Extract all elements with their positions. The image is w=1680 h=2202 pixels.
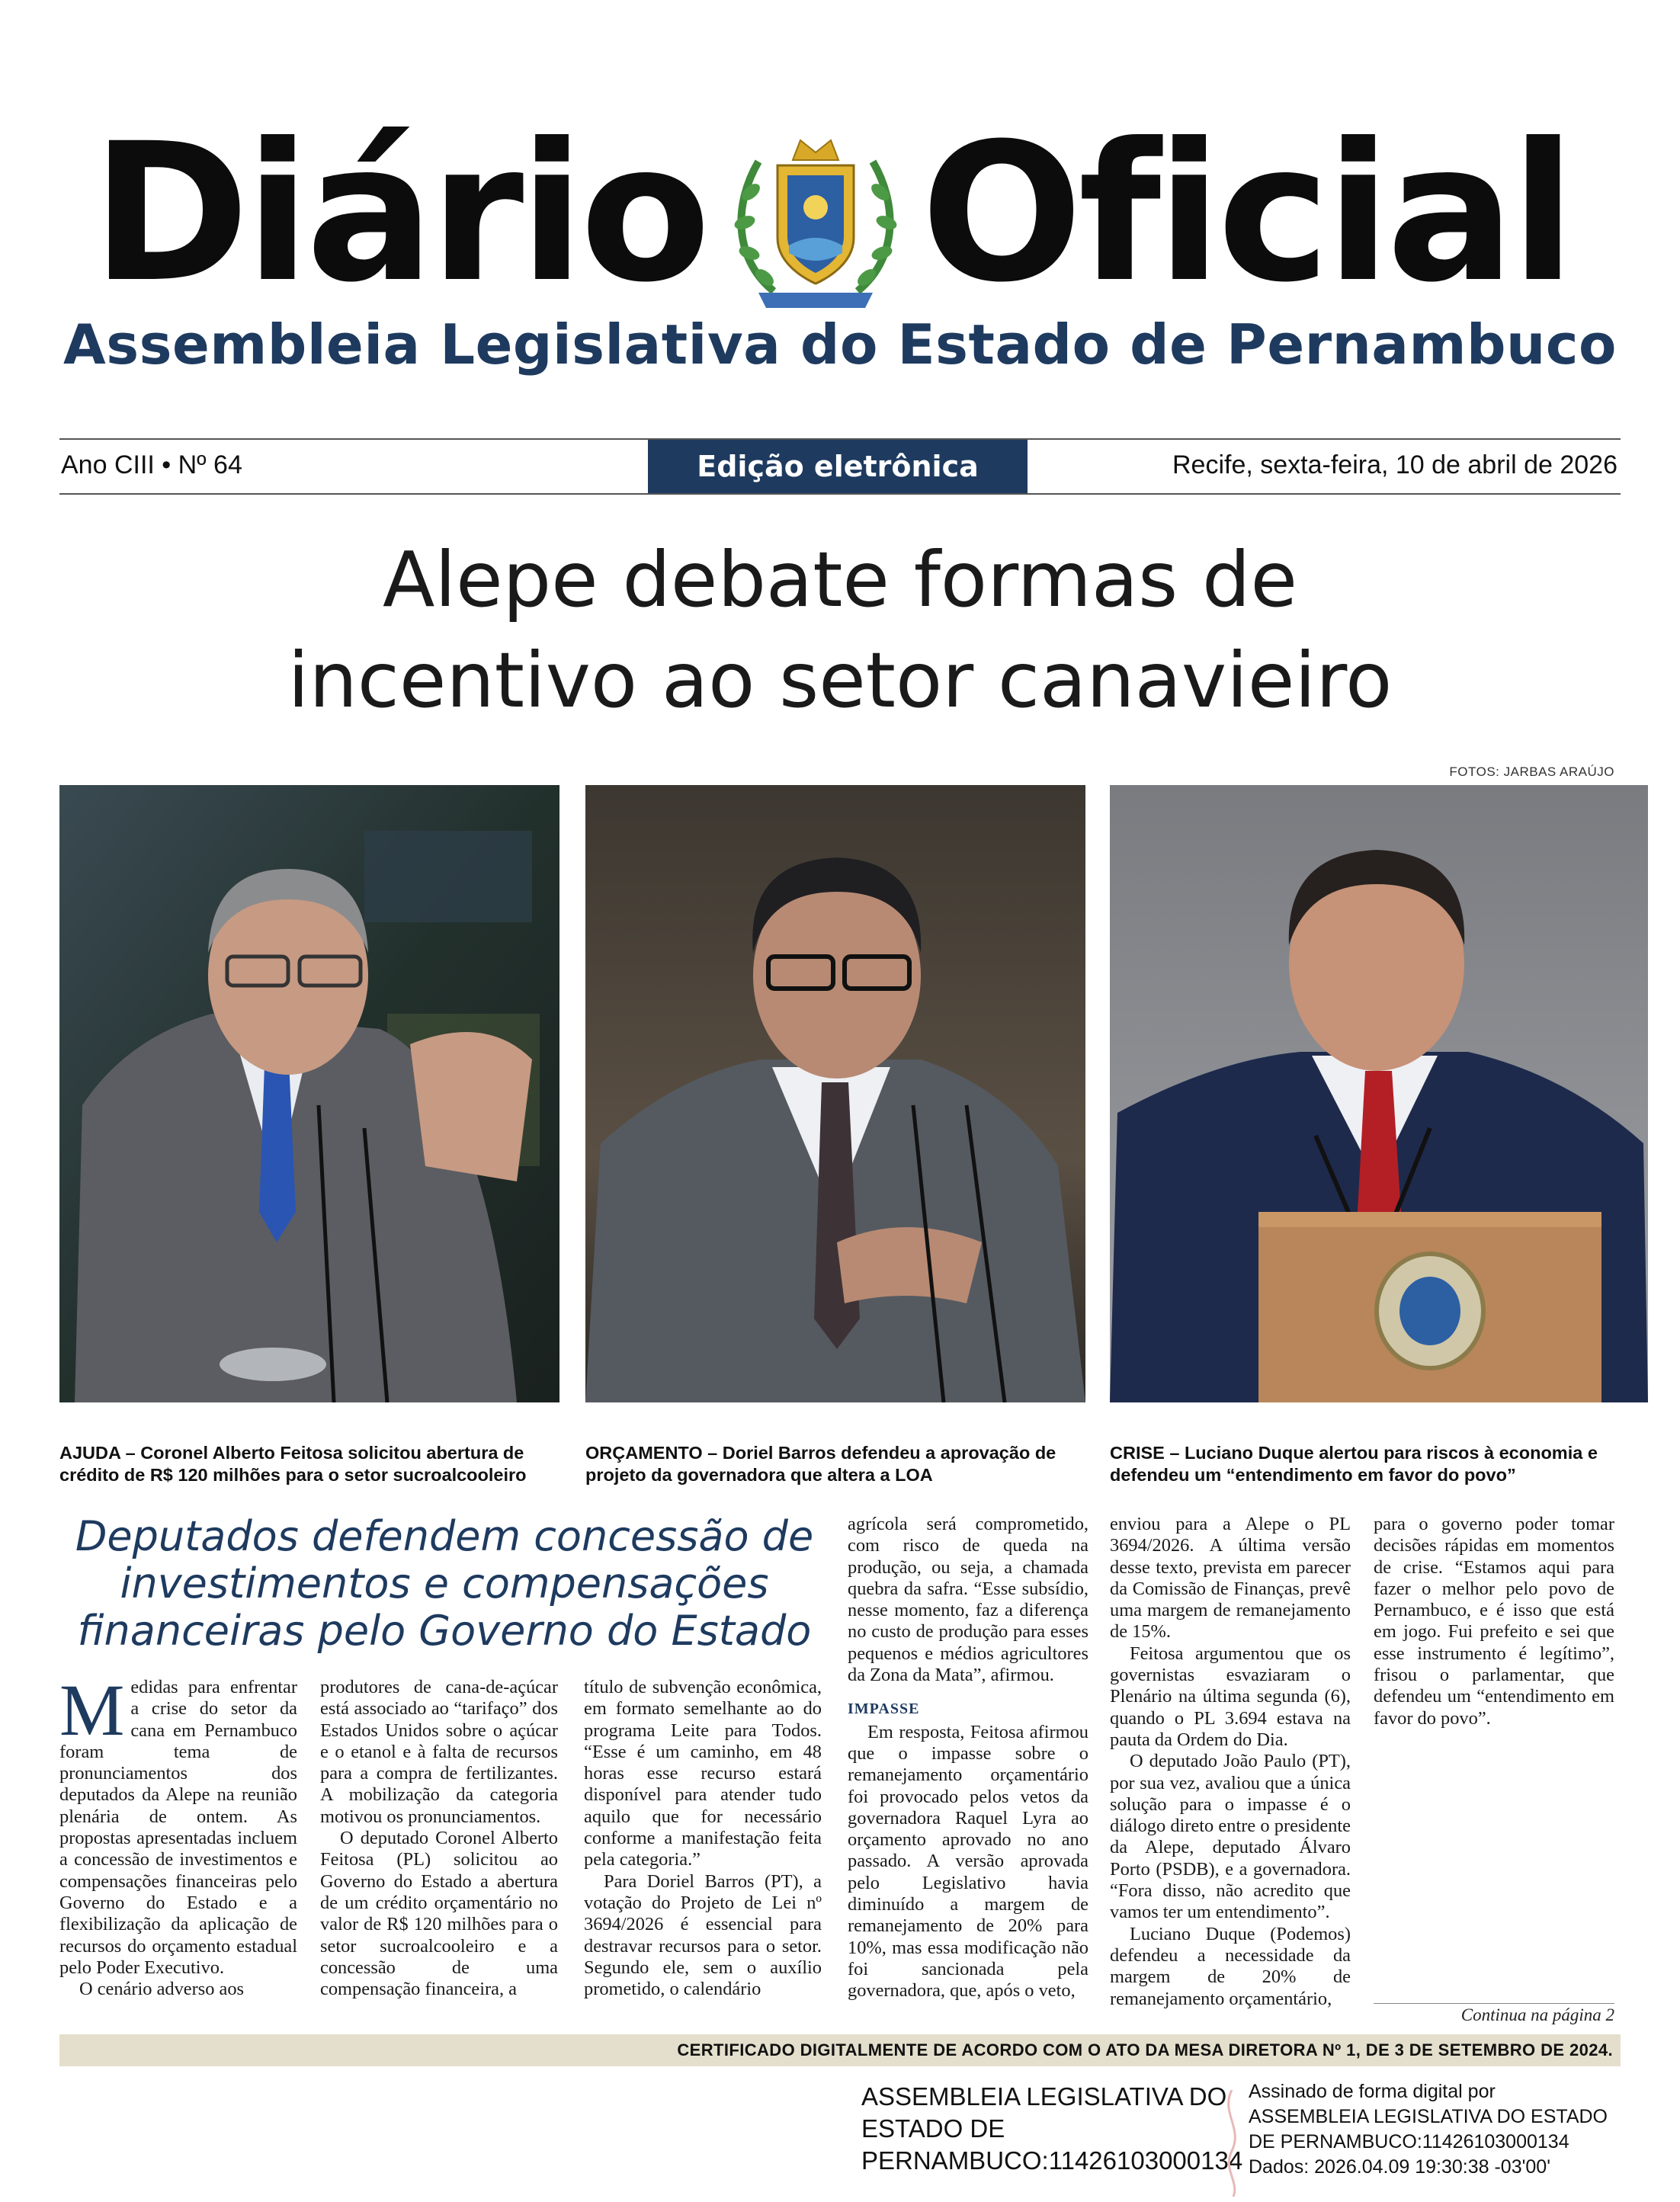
photo-doriel-barros: [585, 785, 1085, 1402]
certification-text: CERTIFICADO DIGITALMENTE DE ACORDO COM O ATO DA MESA DIRETORA Nº 1, DE 3 DE SETEMBRO DE 2024.: [677, 2040, 1613, 2059]
photo-alberto-feitosa: [59, 785, 559, 1402]
article-paragraph: Feitosa argumentou que os governistas esvaziaram o Plenário na última segunda (6), quando o PL 3.694 estava na pauta da Ordem do Dia.: [1110, 1643, 1351, 1750]
pernambuco-coat-of-arms-icon: [728, 131, 903, 314]
article-paragraph: Em resposta, Feitosa afirmou que o impasse sobre o remanejamento orçamentário foi provocado pelos vetos da governadora Raquel Lyra ao orçamento aprovado no ano passado. A versão aprovada pelo Legislativo havia diminuído a margem de remanejamento de 20% para 10%, mas essa modificação não foi sancionada pela governadora, que, após o veto,: [848, 1721, 1088, 2002]
headline-line-2: incentivo ao setor canavieiro: [287, 636, 1393, 725]
main-headline: [0, 530, 1680, 731]
signature-info-line-1: Assinado de forma digital por: [1249, 2081, 1496, 2102]
article-dropcap: M: [59, 1669, 125, 1751]
article-paragraph: para o governo poder tomar decisões rápidas em momentos de crise. “Estamos aqui para fazer o melhor pelo povo de Pernambuco, e é isso que está em jogo. Fui prefeito e sei que esse instrumento é legítimo”, frisou o parlamentar, que defendeu um “entendimento em favor do povo”.: [1374, 1514, 1614, 1729]
article-paragraph: Para Doriel Barros (PT), a votação do Projeto de Lei nº 3694/2026 é essencial para destravar recursos para o setor. Segundo ele, sem o auxílio prometido, o calendário: [584, 1870, 822, 2000]
photo-caption-2: ORÇAMENTO – Doriel Barros defendeu a aprovação de projeto da governadora que altera a LOA: [585, 1443, 1056, 1485]
article-paragraph: Luciano Duque (Podemos) defendeu a necessidade da margem de 20% de remanejamento orçamentário,: [1110, 1923, 1351, 2009]
article-column-4: [848, 1514, 1088, 2002]
edition-date: Recife, sexta-feira, 10 de abril de 2026: [1172, 450, 1617, 479]
continued-on-page-note: Continua na página 2: [1374, 2003, 1614, 2025]
article-paragraph: Medidas para enfrentar a crise do setor da cana em Pernambuco foram tema de pronunciamentos dos deputados da Alepe na reunião plenária de ontem. As propostas apresentadas incluem a concessão de investimentos e compensações financeiras pelo Governo do Estado e a flexibilização da aplicação de recursos do orçamento estadual pelo Poder Executivo.: [59, 1669, 297, 1978]
masthead-subtitle: Assembleia Legislativa do Estado de Pernambuco: [63, 313, 1617, 377]
article-column-3: [584, 1677, 822, 2000]
edition-info-bar: [59, 438, 1621, 495]
signature-info-line-3: DE PERNAMBUCO:11426103000134: [1249, 2131, 1569, 2152]
article-paragraph: O deputado Coronel Alberto Feitosa (PL) solicitou ao Governo do Estado a abertura de um crédito orçamentário no valor de R$ 120 milhões para o setor sucroalcooleiro e a concessão de uma compensação financeira, a: [320, 1828, 558, 2000]
article-paragraph: enviou para a Alepe o PL 3694/2026. A última versão desse texto, prevista em parecer da Comissão de Finanças, prevê uma margem de remanejamento de 15%.: [1110, 1514, 1351, 1643]
article-paragraph: O cenário adverso aos: [79, 1979, 245, 2000]
article-paragraph: título de subvenção econômica, em formato semelhante ao do programa Leite para Todos. “Esse é um caminho, em 48 horas esse recurso estará disponível para atender tudo aquilo que for necessário conforme a manifestação feita pela categoria.”: [584, 1677, 822, 1870]
signature-info-line-4: Dados: 2026.04.09 19:30:38 -03'00': [1249, 2156, 1550, 2178]
article-column-2: [320, 1677, 558, 2000]
headline-line-1: Alepe debate formas de: [382, 535, 1298, 624]
photo-caption-3: CRISE – Luciano Duque alertou para riscos à economia e defendeu um “entendimento em favor do povo”: [1110, 1443, 1598, 1485]
certification-bar: [59, 2034, 1621, 2066]
article-paragraph: O deputado João Paulo (PT), por sua vez, avaliou que a única solução para o impasse é o diálogo direto entre o presidente da Alepe, deputado Álvaro Porto (PSDB), e a governadora. “Fora disso, não acredito que vamos ter um entendimento”.: [1110, 1751, 1351, 1923]
signature-name-line-3: PERNAMBUCO:11426103000134: [861, 2146, 1243, 2175]
article-column-6: [1374, 1514, 1614, 1729]
article-paragraph: agrícola será comprometido, com risco de queda na produção, ou seja, a chamada quebra da safra. “Esse subsídio, nesse momento, faz a diferença no custo de produção para esses pequenos e médios agricultores da Zona da Mata”, afirmou.: [848, 1514, 1088, 1686]
signature-info-line-2: ASSEMBLEIA LEGISLATIVA DO ESTADO: [1249, 2106, 1608, 2127]
article-subheadline: Deputados defendem concessão de investimentos e compensações financeiras pelo Governo do Estado: [75, 1512, 814, 1655]
masthead-title-right: Oficial: [921, 102, 1572, 324]
photo-caption-1: AJUDA – Coronel Alberto Feitosa solicitou abertura de crédito de R$ 120 milhões para o setor sucroalcooleiro: [59, 1443, 527, 1485]
article-section-heading: IMPASSE: [848, 1700, 920, 1718]
article-column-5: [1110, 1514, 1351, 2010]
edition-number: Ano CIII • Nº 64: [61, 450, 242, 479]
edition-type-badge: Edição eletrônica: [648, 440, 1028, 493]
signature-name-line-1: ASSEMBLEIA LEGISLATIVA DO: [861, 2082, 1227, 2111]
photo-credit: FOTOS: JARBAS ARAÚJO: [1449, 764, 1614, 779]
masthead-title-left: Diário: [91, 102, 707, 324]
article-paragraph: produtores de cana-de-açúcar está associado ao “tarifaço” dos Estados Unidos sobre o açúcar e o etanol e à falta de recursos para a compra de fertilizantes. A mobilização da categoria motivou os pronunciamentos.: [320, 1677, 558, 1827]
article-column-1: [59, 1669, 297, 2000]
signature-details: [1249, 2079, 1675, 2180]
signature-ribbon-icon: [1217, 2090, 1247, 2197]
masthead: [0, 102, 1680, 324]
photo-luciano-duque: [1110, 785, 1648, 1402]
signature-name: [861, 2081, 1242, 2177]
signature-name-line-2: ESTADO DE: [861, 2114, 1005, 2143]
